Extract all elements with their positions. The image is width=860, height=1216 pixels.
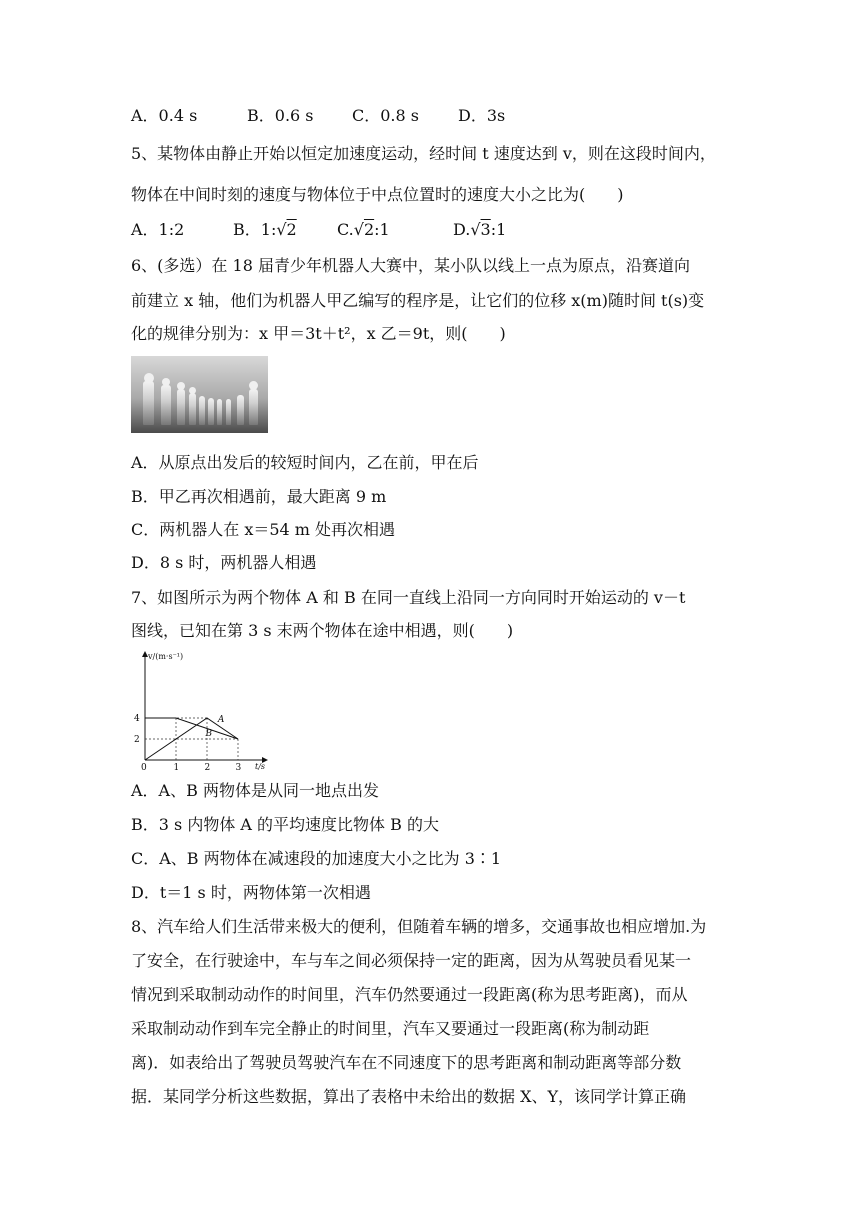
robot-contest-photo bbox=[131, 356, 268, 433]
q6-option-a: A．从原点出发后的较短时间内，乙在前，甲在后 bbox=[131, 453, 479, 472]
y-tick-label: 2 bbox=[134, 735, 140, 745]
q4-options bbox=[131, 105, 505, 127]
x-tick-label: 3 bbox=[235, 763, 242, 770]
q6-option-b: B．甲乙再次相遇前，最大距离 9 m bbox=[131, 487, 387, 506]
q6-text-line-3: 化的规律分别为：x 甲＝3t＋t²，x 乙＝9t，则( ) bbox=[131, 324, 506, 343]
q5-options bbox=[131, 219, 506, 241]
x-tick-label: 0 bbox=[141, 763, 147, 770]
q7-text-line-1: 7、如图所示为两个物体 A 和 B 在同一直线上沿同一方向同时开始运动的 v－t bbox=[131, 588, 686, 607]
q4-option-c: C．0.8 s bbox=[352, 106, 419, 125]
q8-text-line-5: 离)．如表给出了驾驶员驾驶汽车在不同速度下的思考距离和制动距离等部分数 bbox=[131, 1053, 682, 1072]
q6-option-d: D．8 s 时，两机器人相遇 bbox=[131, 553, 317, 572]
y-axis-label: v/(m·s⁻¹) bbox=[148, 652, 184, 661]
x-tick-label: 1 bbox=[173, 763, 180, 770]
q8-text-line-3: 情况到采取制动动作的时间里，汽车仍然要通过一段距离(称为思考距离)，而从 bbox=[131, 985, 688, 1004]
q5-text-line-1: 5、某物体由静止开始以恒定加速度运动，经时间 t 速度达到 v，则在这段时间内， bbox=[131, 144, 716, 163]
q7-option-a: A．A、B 两物体是从同一地点出发 bbox=[131, 781, 379, 800]
q7-option-d: D．t＝1 s 时，两物体第一次相遇 bbox=[131, 883, 371, 902]
q5-option-d: D.√3:1 bbox=[453, 220, 507, 239]
graph-series bbox=[145, 715, 238, 760]
series-label-B: B bbox=[205, 728, 213, 739]
series-label-A: A bbox=[217, 715, 225, 726]
q7-option-b: B．3 s 内物体 A 的平均速度比物体 B 的大 bbox=[131, 815, 439, 834]
q5-option-c: C.√2:1 bbox=[337, 220, 390, 239]
x-tick-label: 2 bbox=[204, 763, 211, 770]
q6-text-line-1: 6、(多选）在 18 届青少年机器人大赛中，某小队以线上一点为原点，沿赛道向 bbox=[131, 256, 690, 275]
q4-option-b: B．0.6 s bbox=[247, 106, 314, 125]
x-axis-label: t/s bbox=[255, 762, 266, 770]
q4-option-d: D．3s bbox=[458, 106, 506, 125]
q8-text-line-4: 采取制动动作到车完全静止的时间里，汽车又要通过一段距离(称为制动距 bbox=[131, 1019, 650, 1038]
y-tick-label: 4 bbox=[134, 714, 140, 724]
q8-text-line-1: 8、汽车给人们生活带来极大的便利，但随着车辆的增多，交通事故也相应增加.为 bbox=[131, 917, 707, 936]
q4-option-a: A．0.4 s bbox=[131, 106, 198, 125]
q7-text-line-2: 图线，已知在第 3 s 末两个物体在途中相遇，则( ) bbox=[131, 621, 514, 640]
q6-text-line-2: 前建立 x 轴，他们为机器人甲乙编写的程序是，让它们的位移 x(m)随时间 t(s)变 bbox=[131, 291, 705, 310]
q5-option-a: A．1:2 bbox=[131, 220, 185, 239]
q8-text-line-2: 了安全，在行驶途中，车与车之间必须保持一定的距离，因为从驾驶员看见某一 bbox=[131, 951, 692, 970]
q5-text-line-2: 物体在中间时刻的速度与物体位于中点位置时的速度大小之比为( ) bbox=[131, 185, 624, 204]
q6-option-c: C．两机器人在 x＝54 m 处再次相遇 bbox=[131, 520, 396, 539]
q7-option-c: C．A、B 两物体在减速段的加速度大小之比为 3∶1 bbox=[131, 849, 502, 868]
q8-text-line-6: 据．某同学分析这些数据，算出了表格中未给出的数据 X、Y，该同学计算正确 bbox=[131, 1087, 687, 1106]
vt-graph bbox=[131, 648, 271, 770]
q5-option-b: B．1:√2 bbox=[233, 220, 297, 239]
